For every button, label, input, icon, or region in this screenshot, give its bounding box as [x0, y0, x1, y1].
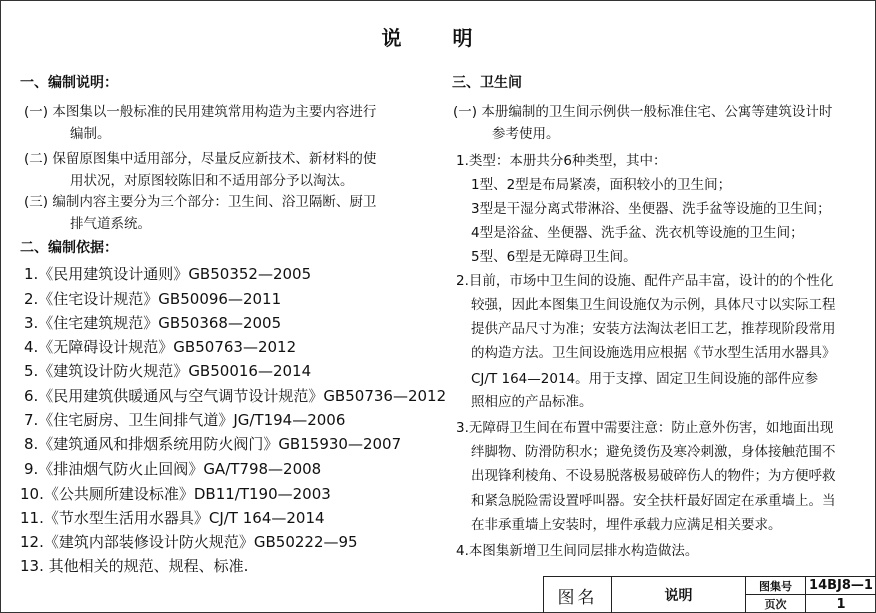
- reference-item: 11.《节水型生活用水器具》CJ/T 164—2014: [20, 509, 325, 527]
- note-line: (三) 编制内容主要分为三个部分：卫生间、浴卫隔断、厨卫: [24, 194, 377, 210]
- bathroom-line: 2.目前，市场中卫生间的设施、配件产品丰富，设计的的个性化: [456, 273, 834, 289]
- note-line: (一) 本图集以一般标准的民用建筑常用构造为主要内容进行: [24, 104, 377, 120]
- page-number-label: 页次: [746, 595, 806, 613]
- bathroom-line: CJ/T 164—2014。用于支撑、固定卫生间设施的部件应参: [471, 371, 819, 387]
- reference-item: 6.《民用建筑供暖通风与空气调节设计规范》GB50736—2012: [24, 387, 447, 405]
- reference-item: 4.《无障碍设计规范》GB50763—2012: [24, 338, 297, 356]
- reference-item: 7.《住宅厨房、卫生间排气道》JG/T194—2006: [24, 411, 346, 429]
- drawing-name-value: 说明: [612, 577, 746, 613]
- atlas-number-label: 图集号: [746, 577, 806, 595]
- reference-item: 10.《公共厕所建设标准》DB11/T190—2003: [20, 485, 331, 503]
- reference-item: 5.《建筑设计防火规范》GB50016—2014: [24, 362, 312, 380]
- bathroom-line: (一) 本册编制的卫生间示例供一般标准住宅、公寓等建筑设计时: [453, 104, 833, 120]
- page-number-value: 1: [836, 596, 846, 612]
- bathroom-line: 3型是干湿分离式带淋浴、坐便器、洗手盆等设施的卫生间；: [471, 201, 831, 217]
- bathroom-line: 在非承重墙上安装时，埋件承载力应满足相关要求。: [471, 517, 782, 533]
- bathroom-line: 4型是浴盆、坐便器、洗手盆、洗衣机等设施的卫生间；: [471, 225, 804, 241]
- bathroom-line: 绊脚物、防滑防积水；避免烫伤及寒冷刺激，身体接触范围不: [471, 444, 836, 460]
- page-title: 说 明: [381, 26, 495, 50]
- drawing-name-label: 图名: [544, 577, 612, 613]
- bathroom-line: 和紧急脱险需设置呼叫器。安全扶杆最好固定在承重墙上。当: [471, 493, 836, 509]
- bathroom-line: 照相应的产品标准。: [471, 394, 593, 410]
- bathroom-line: 较强，因此本图集卫生间设施仅为示例，具体尺寸以实际工程: [471, 297, 836, 313]
- note-line: (二) 保留原图集中适用部分，尽量反应新技术、新材料的使: [24, 151, 377, 167]
- bathroom-line: 的构造方法。卫生间设施选用应根据《节水型生活用水器具》: [471, 345, 836, 361]
- reference-item: 13. 其他相关的规范、规程、标准.: [20, 557, 249, 575]
- atlas-number-value: 14BJ8—1: [806, 577, 876, 595]
- reference-item: 8.《建筑通风和排烟系统用防火阀门》GB15930—2007: [24, 435, 402, 453]
- note-line: 排气道系统。: [70, 216, 151, 232]
- note-line: 用状况，对原图较陈旧和不适用部分予以淘汰。: [70, 173, 354, 189]
- note-line: 编制。: [70, 126, 111, 142]
- bathroom-line: 3.无障碍卫生间在布置中需要注意：防止意外伤害，如地面出现: [456, 420, 834, 436]
- title-block: [543, 576, 876, 613]
- reference-item: 3.《住宅建筑规范》GB50368—2005: [24, 314, 282, 332]
- bathroom-line: 1.类型：本册共分6种类型，其中：: [456, 153, 667, 169]
- bathroom-line: 提供产品尺寸为准；安装方法淘汰老旧工艺，推荐现阶段常用: [471, 321, 836, 337]
- bathroom-line: 参考使用。: [492, 126, 560, 142]
- reference-item: 12.《建筑内部装修设计防火规范》GB50222—95: [20, 533, 358, 551]
- reference-item: 1.《民用建筑设计通则》GB50352—2005: [24, 265, 312, 283]
- heading-bathroom: 三、卫生间: [452, 75, 522, 91]
- reference-item: 9.《排油烟气防火止回阀》GA/T798—2008: [24, 460, 322, 478]
- heading-compile-basis: 二、编制依据：: [20, 240, 118, 256]
- bathroom-line: 5型、6型是无障碍卫生间。: [471, 249, 637, 265]
- reference-item: 2.《住宅设计规范》GB50096—2011: [24, 290, 282, 308]
- bathroom-line: 1型、2型是布局紧凑，面积较小的卫生间；: [471, 177, 732, 193]
- heading-compile-notes: 一、编制说明：: [20, 75, 118, 91]
- bathroom-line: 出现锋利棱角、不设易脱落极易破碎伤人的物件；为方便呼救: [471, 468, 836, 484]
- bathroom-line: 4.本图集新增卫生间同层排水构造做法。: [456, 543, 699, 559]
